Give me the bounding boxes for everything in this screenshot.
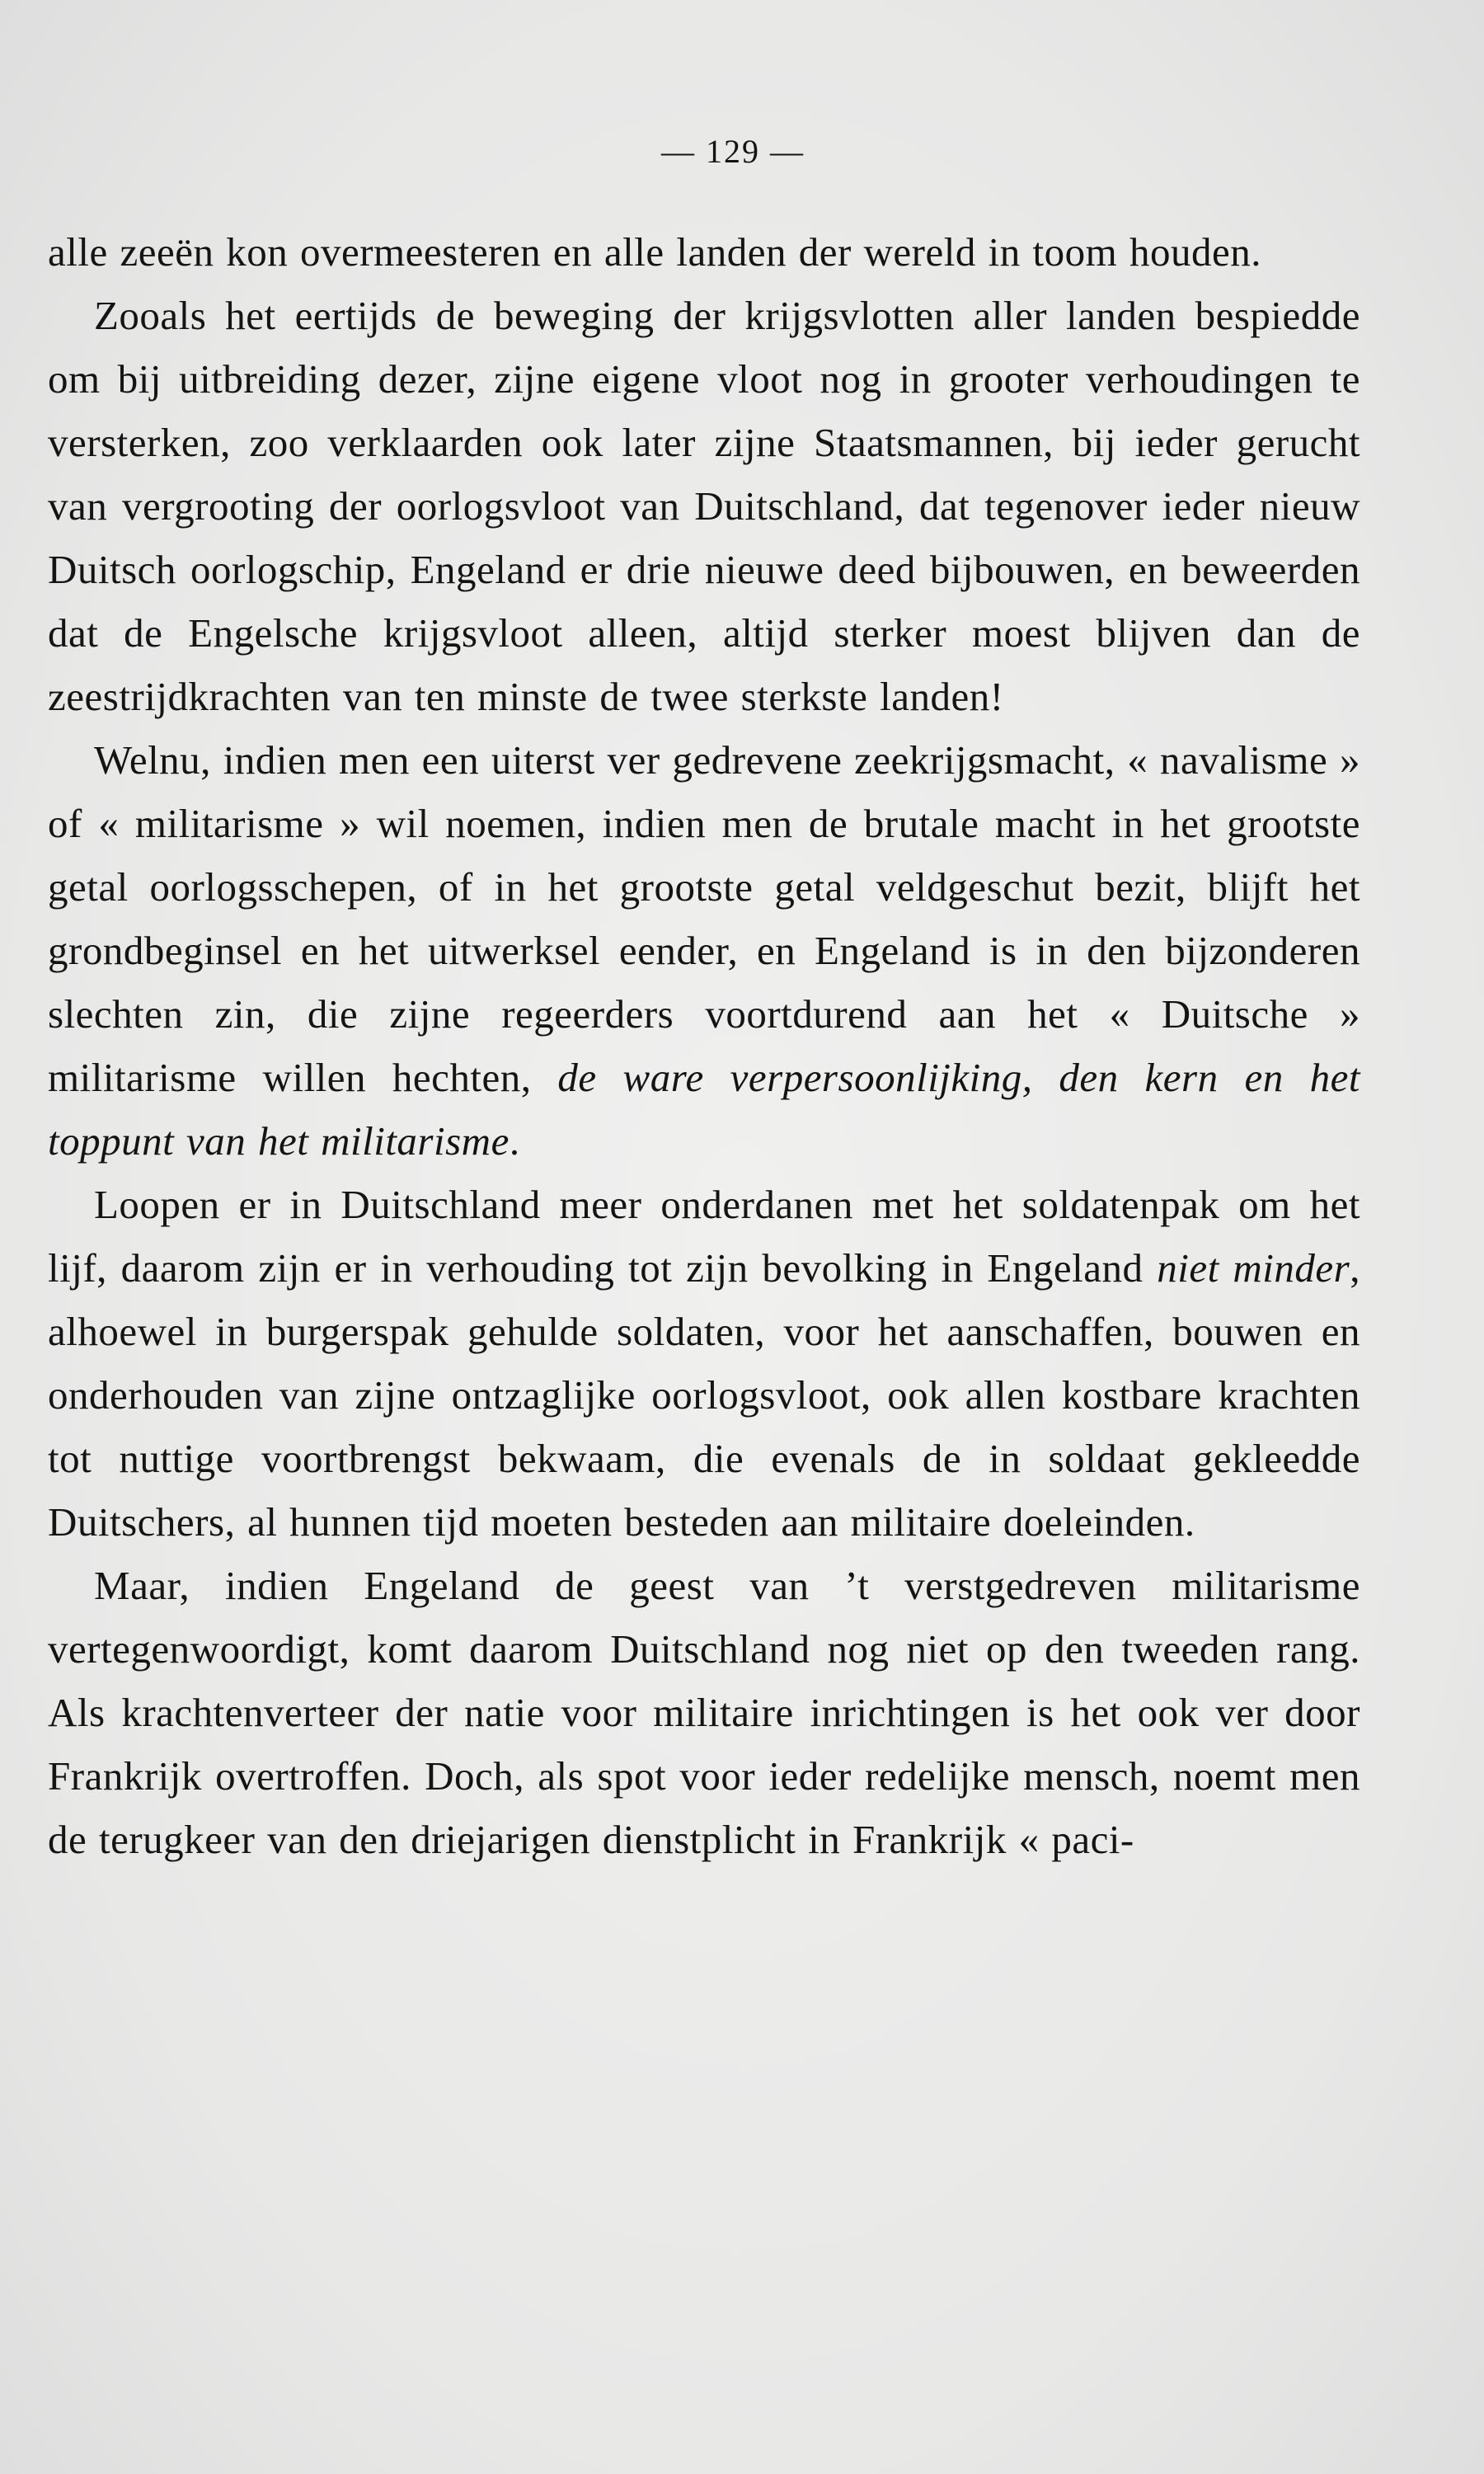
paragraph [48,284,1360,728]
body-text [48,220,1360,1871]
text-segment: alle zeeën kon overmeesteren en alle landen der wereld in toom houden. [48,229,1261,275]
text-segment: Loopen er in Duitschland meer onderdanen met het soldatenpak om het lijf, daarom zijn er in verhouding tot zijn bevolking in Engeland [48,1182,1360,1291]
paragraph [48,1173,1360,1554]
text-segment: . [509,1118,520,1164]
paragraph [48,1554,1360,1871]
italic-text-segment: niet minder [1157,1245,1350,1291]
text-segment: , alhoewel in burgerspak gehulde soldaten, voor het aanschaffen, bouwen en onderhouden van zijne ontzaglijke oorlogsvloot, ook allen kostbare krachten tot nuttige voortbrengst bekwaam, die evenals de in soldaat gekleedde Duitschers, al hunnen tijd moeten besteden aan militaire doeleinden. [48,1245,1360,1545]
page-number: — 129 — [661,133,805,170]
text-segment: Zooals het eertijds de beweging der krijgsvlotten aller landen bespiedde om bij uitbreiding dezer, zijne eigene vloot nog in grooter verhoudingen te versterken, zoo verklaarden ook later zijne Staatsmannen, bij ieder gerucht van vergrooting der oorlogsvloot van Duitschland, dat tegenover ieder nieuw Duitsch oorlogschip, Engeland er drie nieuwe deed bijbouwen, en beweerden dat de Engelsche krijgsvloot alleen, altijd sterker moest blijven dan de zeestrijdkrachten van ten minste de twee sterkste landen! [48,293,1360,719]
text-segment: Welnu, indien men een uiterst ver gedrevene zeekrijgsmacht, « navalisme » of « militarisme » wil noemen, indien men de brutale macht in het grootste getal oorlogsschepen, of in het grootste getal veldgeschut bezit, blijft het grondbeginsel en het uitwerksel eender, en Engeland is in den bijzonderen slechten zin, die zijne regeerders voortdurend aan het « Duitsche » militarisme willen hechten, [48,737,1360,1100]
text-segment: Maar, indien Engeland de geest van ’t verstgedreven militarisme vertegenwoordigt, komt daarom Duitschland nog niet op den tweeden rang. Als krachtenverteer der natie voor militaire inrichtingen is het ook ver door Frankrijk overtroffen. Doch, als spot voor ieder redelijke mensch, noemt men de terugkeer van den driejarigen dienstplicht in Frankrijk « paci- [48,1563,1360,1862]
paragraph [48,220,1360,284]
italic-text-segment: de ware verpersoonlijking, den kern en het toppunt van het militarisme [48,1055,1360,1164]
paragraph [48,728,1360,1173]
